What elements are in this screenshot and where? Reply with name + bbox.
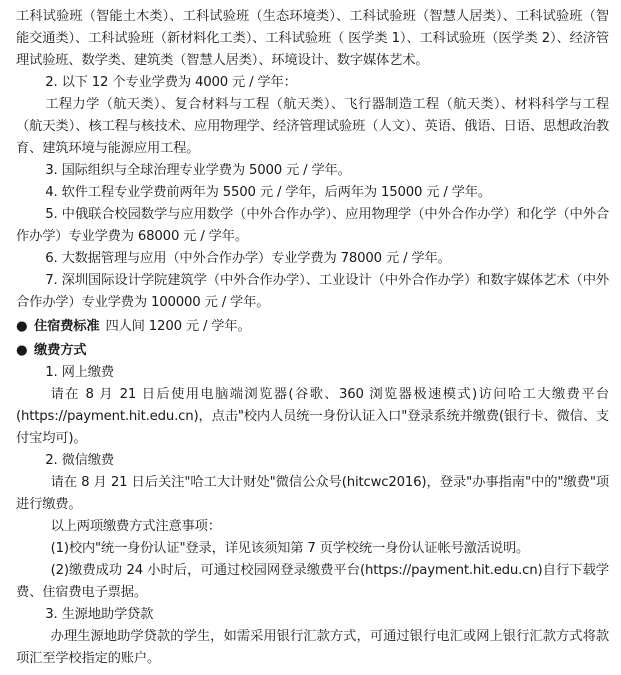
dorm-fee-value: 四人间 1200 元 / 学年。 [105, 319, 251, 334]
payment-heading-label: 缴费方式 [34, 343, 87, 358]
fee-item-title: 3. 国际组织与全球治理专业学费为 5000 元 / 学年。 [45, 163, 351, 178]
note-item: (2)缴费成功 24 小时后，可通过校园网登录缴费平台(https://payment.hit.edu.cn)自行下载学费、住宿费电子票据。 [16, 563, 609, 600]
dorm-fee-line [16, 316, 609, 338]
fee-item-title: 4. 软件工程专业学费前两年为 5500 元 / 学年，后两年为 15000 元 / 学年。 [45, 185, 492, 200]
note-item: (1)校内"统一身份认证"登录，详见该须知第 7 页学校统一身份认证帐号激活说明。 [50, 541, 530, 556]
fee-item-detail: 工程力学（航天类）、复合材料与工程（航天类）、飞行器制造工程（航天类）、材料科学与工程（航天类）、核工程与核技术、应用物理学、经济管理试验班（人文）、英语、俄语、日语、思想政治教育、建筑环境与能源应用工程。 [16, 97, 609, 156]
dorm-fee-label: 住宿费标准 [34, 319, 100, 334]
loan-text: 办理生源地助学贷款的学生，如需采用银行汇款方式，可通过银行电汇或网上银行汇款方式将款项汇至学校指定的账户。 [16, 629, 609, 666]
online-payment-title: 1. 网上缴费 [45, 365, 114, 380]
payment-heading [16, 340, 609, 362]
fee-item-title: 2. 以下 12 个专业学费为 4000 元 / 学年： [45, 75, 297, 90]
fee-item-title: 5. 中俄联合校园数学与应用数学（中外合作办学）、应用物理学（中外合作办学）和化学（中外合作办学）专业学费为 68000 元 / 学年。 [16, 207, 609, 244]
notes-title: 以上两项缴费方式注意事项： [50, 519, 221, 534]
bullet-icon: ● [16, 343, 28, 358]
bullet-icon: ● [16, 319, 28, 334]
loan-title: 3. 生源地助学贷款 [45, 607, 154, 622]
fee-item-title: 7. 深圳国际设计学院建筑学（中外合作办学）、工业设计（中外合作办学）和数字媒体艺术（中外合作办学）专业学费为 100000 元 / 学年。 [16, 273, 609, 310]
online-payment-text: 请在 8 月 21 日后使用电脑端浏览器(谷歌、360 浏览器极速模式)访问哈工大缴费平台(https://payment.hit.edu.cn)，点击"校内人员统一身份认证入口"登录系统并缴费(银行卡、微信、支付宝均可)。 [16, 387, 609, 446]
wechat-payment-title: 2. 微信缴费 [45, 453, 114, 468]
intro-paragraph: 工科试验班（智能土木类）、工科试验班（生态环境类）、工科试验班（智慧人居类）、工科试验班（智能交通类）、工科试验班（新材料化工类）、工科试验班（ 医学类 1）、工科试验班（医学类 2）、经济管理试验班、数学类、建筑类（智慧人居类）、环境设计、数字媒体艺术。 [16, 9, 609, 68]
wechat-payment-text: 请在 8 月 21 日后关注"哈工大计财处"微信公众号(hitcwc2016)，登录"办事指南"中的"缴费"项进行缴费。 [16, 475, 609, 512]
fee-item-title: 6. 大数据管理与应用（中外合作办学）专业学费为 78000 元 / 学年。 [45, 251, 451, 266]
